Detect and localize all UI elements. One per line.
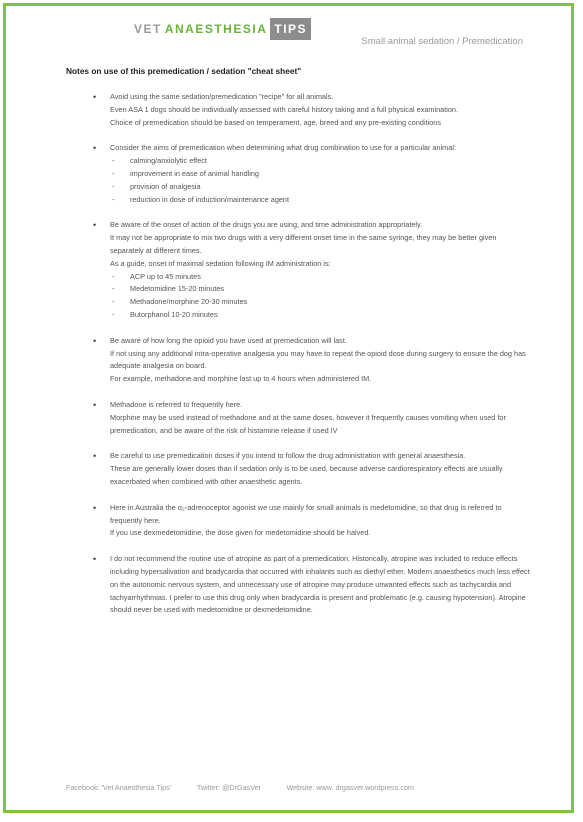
footer-facebook: Facebook: 'Vet Anaesthesia Tips' <box>66 783 172 792</box>
dash-icon: - <box>112 271 115 281</box>
paragraph: I do not recommend the routine use of atropine as part of a premedication. Historically, atropine was included to reduce effects including hypersalivation and bradycardia that occurred with inhalants such as diethyl ether. Modern anaesthetics much less effect on the autonomic nervous system, and unnecessary use of atropine may produce unwanted effects such as tachycardia and tachyarrhythmias. I prefer to use this drug only when bradycardia is present and problematic (e.g. causing hypotension). Atropine should never be used with medetomidine or dexmedetomidine. <box>110 554 530 615</box>
paragraph: As a guide, onset of maximal sedation following IM administration is: <box>110 258 331 268</box>
paragraph: Be aware of the onset of action of the drugs you are using, and time administration appropriately. <box>110 220 423 230</box>
header-subtitle: Small animal sedation / Premedication <box>361 36 523 47</box>
sub-list-item <box>110 194 530 207</box>
paragraph: If not using any additional intra-operative analgesia you may have to repeat the opioid dose during surgery to ensure the dog has adequate analgesia on board. <box>110 348 526 371</box>
paragraph: Avoid using the same sedation/premedication "recipe" for all animals. <box>110 92 334 101</box>
sub-list-text: improvement in ease of animal handling <box>130 168 259 178</box>
bullet-icon: • <box>93 92 97 102</box>
paragraph: Methadone is referred to frequently here. <box>110 399 243 409</box>
list-item-body <box>110 399 530 437</box>
bullet-icon: • <box>93 554 97 565</box>
list-item <box>6 91 571 129</box>
sub-list-item <box>110 155 530 168</box>
dash-icon: - <box>112 309 115 319</box>
list-item <box>6 219 571 321</box>
list-item-body <box>110 450 530 488</box>
sub-list-text: Methadone/morphine 20-30 minutes <box>130 297 248 307</box>
list-item-body <box>110 219 530 321</box>
paragraph: These are generally lower doses than if sedation only is to be used, because adverse cardiorespiratory effects are usually exacerbated when combined with other anaesthetic agents. <box>110 464 503 486</box>
sub-list-text: calming/anxiolytic effect <box>130 156 207 166</box>
bullet-icon: • <box>93 502 97 513</box>
logo-vet-text: VET <box>134 22 162 36</box>
list-item <box>6 335 571 386</box>
bullet-icon: • <box>93 143 97 154</box>
sub-list-item <box>110 168 530 181</box>
bullet-icon: • <box>93 399 97 410</box>
list-item-body <box>110 91 530 129</box>
bullet-icon: • <box>93 335 97 346</box>
paragraph: Choice of premedication should be based on temperament, age, breed and any pre-existing conditions <box>110 117 442 127</box>
document-page <box>3 3 574 813</box>
sub-list-text: Butorphanol 10-20 minutes <box>130 309 218 319</box>
dash-icon: - <box>112 168 115 178</box>
logo-anaesthesia-text: ANAESTHESIA <box>164 22 268 36</box>
dash-icon: - <box>112 284 115 294</box>
footer-twitter: Twitter: @DrGasVet <box>196 783 261 792</box>
sub-list-item <box>110 181 530 194</box>
paragraph: Here in Australia the α₂-adrenoceptor agonist we use mainly for small animals is medetomidine, so that drug is referred to frequently here. <box>110 502 502 525</box>
list-item <box>6 553 571 617</box>
sub-list-text: reduction in dose of induction/maintenance agent <box>130 194 290 204</box>
logo <box>130 18 311 40</box>
sub-list-item <box>110 309 530 322</box>
list-item-body <box>110 142 530 206</box>
dash-icon: - <box>112 181 115 191</box>
sub-list <box>110 271 530 322</box>
footer-website: Website: www. drgasvet.wordpress.com <box>286 783 414 792</box>
paragraph: Consider the aims of premedication when determining what drug combination to use for a particular animal: <box>110 143 456 153</box>
sub-list-text: Medetomidine 15-20 minutes <box>130 284 225 294</box>
list-item <box>6 399 571 437</box>
paragraph: Even ASA 1 dogs should be individually assessed with careful history taking and a full physical examination. <box>110 104 459 114</box>
sub-list-text: ACP up to 45 minutes <box>130 271 201 281</box>
page-title: Notes on use of this premedication / sedation "cheat sheet" <box>66 66 302 76</box>
paragraph: If you use dexmedetomidine, the dose given for medetomidine should be halved. <box>110 528 371 538</box>
list-item-body <box>110 502 530 540</box>
paragraph: For example, methadone and morphine last up to 4 hours when administered IM. <box>110 374 372 384</box>
list-item <box>6 450 571 488</box>
paragraph: Be careful to use premedication doses if you intend to follow the drug administration with general anaesthesia. <box>110 451 466 461</box>
sub-list-item <box>110 283 530 296</box>
list-item <box>6 502 571 540</box>
bullet-icon: • <box>93 451 97 462</box>
list-item-body <box>110 335 530 386</box>
paragraph: Morphine may be used instead of methadone and at the same doses, however it frequently causes vomiting when used for premedication, and be aware of the risk of histamine release if used IV <box>110 412 506 435</box>
paragraph: It may not be appropriate to mix two drugs with a very different onset time in the same syringe, they may be better given separately at different times. <box>110 233 497 255</box>
notes-list <box>6 91 571 630</box>
paragraph: Be aware of how long the opioid you have used at premedication will last. <box>110 335 347 345</box>
list-item-body <box>110 553 530 617</box>
sub-list-text: provision of analgesia <box>130 181 201 191</box>
dash-icon: - <box>112 194 115 204</box>
list-item <box>6 142 571 206</box>
sub-list <box>110 155 530 206</box>
sub-list-item <box>110 296 530 309</box>
sub-list-item <box>110 271 530 284</box>
footer <box>66 783 438 792</box>
logo-tips-text: TIPS <box>270 18 311 40</box>
dash-icon: - <box>112 156 115 166</box>
bullet-icon: • <box>93 220 97 231</box>
dash-icon: - <box>112 297 115 307</box>
